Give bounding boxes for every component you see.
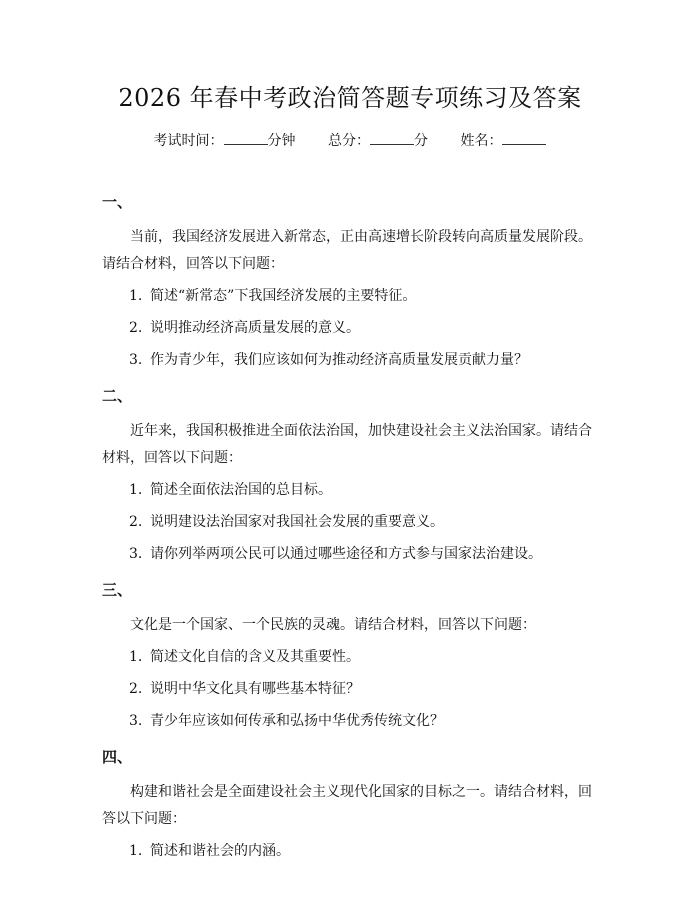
question-text: 简述和谐社会的内涵。 bbox=[150, 843, 290, 859]
section-heading: 一、 bbox=[102, 193, 133, 211]
question-item bbox=[102, 711, 602, 731]
total-score bbox=[328, 130, 428, 151]
name-blank bbox=[502, 130, 546, 145]
score-label: 总分： bbox=[328, 133, 370, 149]
time-label: 考试时间： bbox=[153, 133, 224, 149]
section-heading: 二、 bbox=[102, 387, 133, 405]
question-number: 3. bbox=[129, 546, 143, 562]
section-2 bbox=[102, 382, 602, 564]
score-unit: 分 bbox=[414, 133, 428, 149]
question-number: 1. bbox=[129, 288, 143, 304]
student-name bbox=[460, 130, 546, 151]
question-text: 简述“新常态”下我国经济发展的主要特征。 bbox=[150, 288, 417, 304]
question-item bbox=[102, 647, 602, 667]
question-text: 作为青少年，我们应该如何为推动经济高质量发展贡献力量？ bbox=[150, 352, 528, 368]
question-number: 2. bbox=[129, 320, 143, 336]
section-material: 近年来，我国积极推进全面依法治国，加快建设社会主义法治国家。请结合材料，回答以下问题： bbox=[102, 423, 592, 466]
time-blank bbox=[224, 130, 268, 145]
name-label: 姓名： bbox=[460, 133, 503, 149]
question-item bbox=[102, 512, 602, 532]
question-item bbox=[102, 318, 602, 338]
time-unit: 分钟 bbox=[267, 133, 296, 149]
score-blank bbox=[370, 130, 414, 145]
question-text: 简述全面依法治国的总目标。 bbox=[150, 482, 332, 498]
question-item bbox=[102, 286, 602, 306]
question-number: 3. bbox=[129, 352, 143, 368]
question-item bbox=[102, 480, 602, 500]
question-sections bbox=[102, 188, 602, 873]
question-text: 说明中华文化具有哪些基本特征？ bbox=[150, 681, 360, 697]
question-number: 1. bbox=[129, 843, 143, 859]
question-text: 简述文化自信的含义及其重要性。 bbox=[150, 649, 360, 665]
question-item bbox=[102, 350, 602, 370]
section-4 bbox=[102, 743, 602, 861]
question-number: 1. bbox=[129, 649, 143, 665]
section-material: 当前，我国经济发展进入新常态，正由高速增长阶段转向高质量发展阶段。请结合材料，回答以下问题： bbox=[102, 229, 592, 272]
page-title: 2026 年春中考政治简答题专项练习及答案 bbox=[118, 84, 582, 112]
section-material: 构建和谐社会是全面建设社会主义现代化国家的目标之一。请结合材料，回答以下问题： bbox=[102, 784, 592, 827]
question-text: 说明建设法治国家对我国社会发展的重要意义。 bbox=[150, 514, 444, 530]
section-heading: 三、 bbox=[102, 581, 133, 599]
question-number: 1. bbox=[129, 482, 143, 498]
section-material: 文化是一个国家、一个民族的灵魂。请结合材料，回答以下问题： bbox=[130, 617, 536, 633]
section-1 bbox=[102, 188, 602, 370]
section-heading: 四、 bbox=[102, 748, 133, 766]
question-text: 请你列举两项公民可以通过哪些途径和方式参与国家法治建设。 bbox=[150, 546, 542, 562]
question-number: 3. bbox=[129, 713, 143, 729]
exam-info bbox=[0, 130, 700, 151]
exam-time bbox=[154, 130, 296, 151]
question-number: 2. bbox=[129, 681, 143, 697]
question-text: 说明推动经济高质量发展的意义。 bbox=[150, 320, 360, 336]
question-item bbox=[102, 544, 602, 564]
question-text: 青少年应该如何传承和弘扬中华优秀传统文化？ bbox=[150, 713, 444, 729]
question-item bbox=[102, 679, 602, 699]
section-3 bbox=[102, 576, 602, 731]
question-item bbox=[102, 841, 602, 861]
question-number: 2. bbox=[129, 514, 143, 530]
